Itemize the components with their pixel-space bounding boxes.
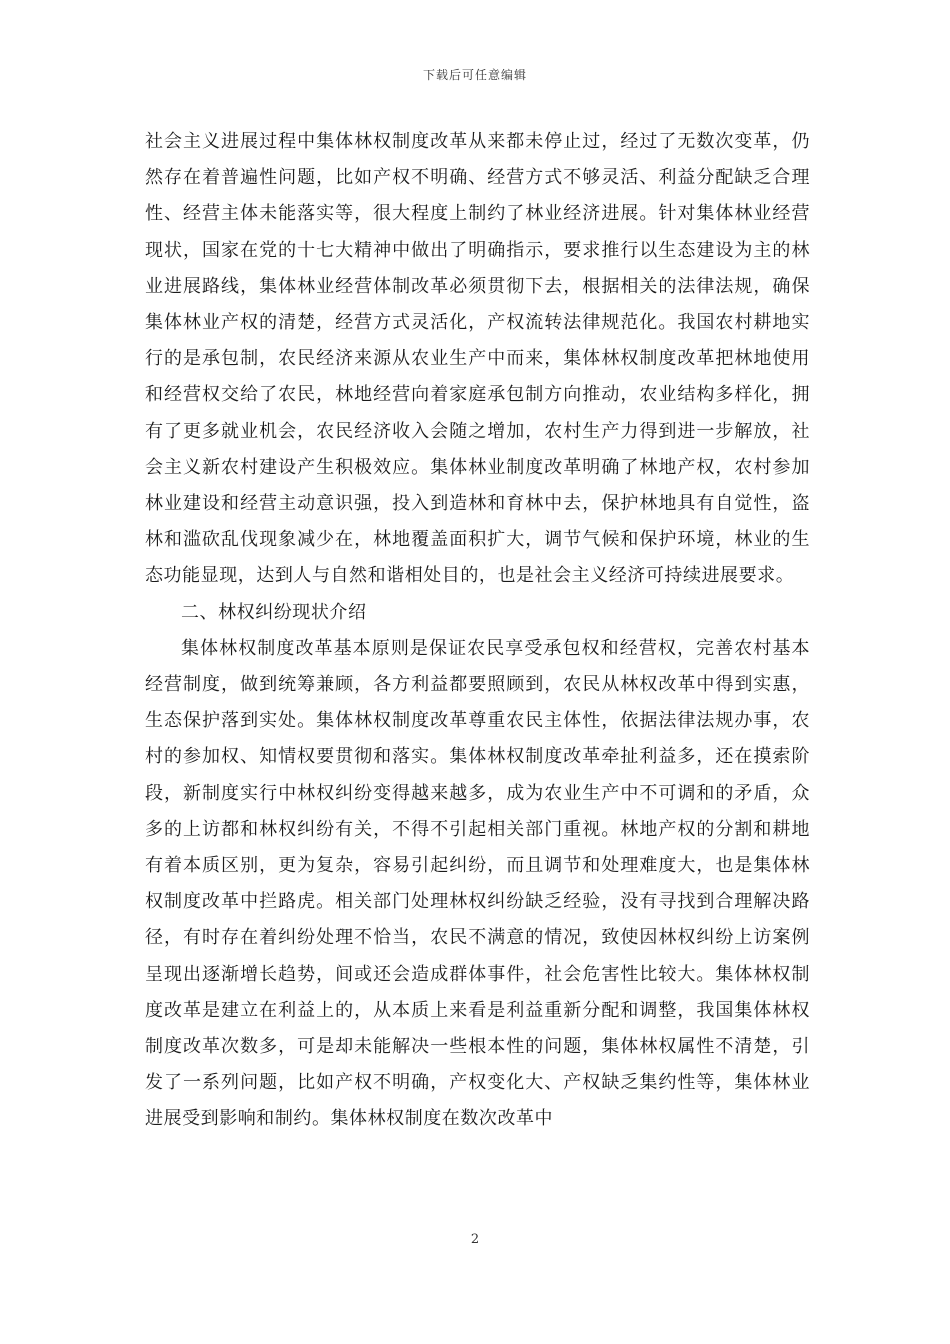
page-header: 下载后可任意编辑: [422, 68, 527, 82]
paragraph-forestry-reform: 社会主义进展过程中集体林权制度改革从来都未停止过，经过了无数次变革，仍然存在着普遍性问题，比如产权不明确、经营方式不够灵活、利益分配缺乏合理性、经营主体未能落实等，很大程度上制约了林业经济进展。针对集体林业经营现状，国家在党的十七大精神中做出了明确指示，要求推行以生态建设为主的林业进展路线，集体林业经营体制改革必须贯彻下去，根据相关的法律法规，确保集体林业产权的清楚，经营方式灵活化，产权流转法律规范化。我国农村耕地实行的是承包制，农民经济来源从农业生产中而来，集体林权制度改革把林地使用和经营权交给了农民，林地经营向着家庭承包制方向推动，农业结构多样化，拥有了更多就业机会，农民经济收入会随之增加，农村生产力得到进一步解放，社会主义新农村建设产生积极效应。集体林业制度改革明确了林地产权，农村参加林业建设和经营主动意识强，投入到造林和育林中去，保护林地具有自觉性，盗林和滥砍乱伐现象减少在，林地覆盖面积扩大，调节气候和保护环境，林业的生态功能显现，达到人与自然和谐相处目的，也是社会主义经济可持续进展要求。: [145, 131, 810, 587]
paragraph-dispute-status: 集体林权制度改革基本原则是保证农民享受承包权和经营权，完善农村基本经营制度，做到统筹兼顾，各方利益都要照顾到，农民从林权改革中得到实惠，生态保护落到实处。集体林权制度改革尊重农民主体性，依据法律法规办事，农村的参加权、知情权要贯彻和落实。集体林权制度改革牵扯利益多，还在摸索阶段，新制度实行中林权纠纷变得越来越多，成为农业生产中不可调和的矛盾，众多的上访都和林权纠纷有关，不得不引起相关部门重视。林地产权的分割和耕地有着本质区别，更为复杂，容易引起纠纷，而且调节和处理难度大，也是集体林权制度改革中拦路虎。相关部门处理林权纠纷缺乏经验，没有寻找到合理解决路径，有时存在着纠纷处理不恰当，农民不满意的情况，致使因林权纠纷上访案例呈现出逐渐增长趋势，间或还会造成群体事件，社会危害性比较大。集体林权制度改革是建立在利益上的，从本质上来看是利益重新分配和调整，我国集体林权制度改革次数多，可是却未能解决一些根本性的问题，集体林权属性不清楚，引发了一系列问题，比如产权不明确，产权变化大、产权缺乏集约性等，集体林业进展受到影响和制约。集体林权制度在数次改革中: [145, 637, 810, 1130]
page-number: 2: [470, 1232, 480, 1247]
section-heading: 二、林权纠纷现状介绍: [181, 601, 367, 623]
document-body: [145, 124, 810, 1138]
